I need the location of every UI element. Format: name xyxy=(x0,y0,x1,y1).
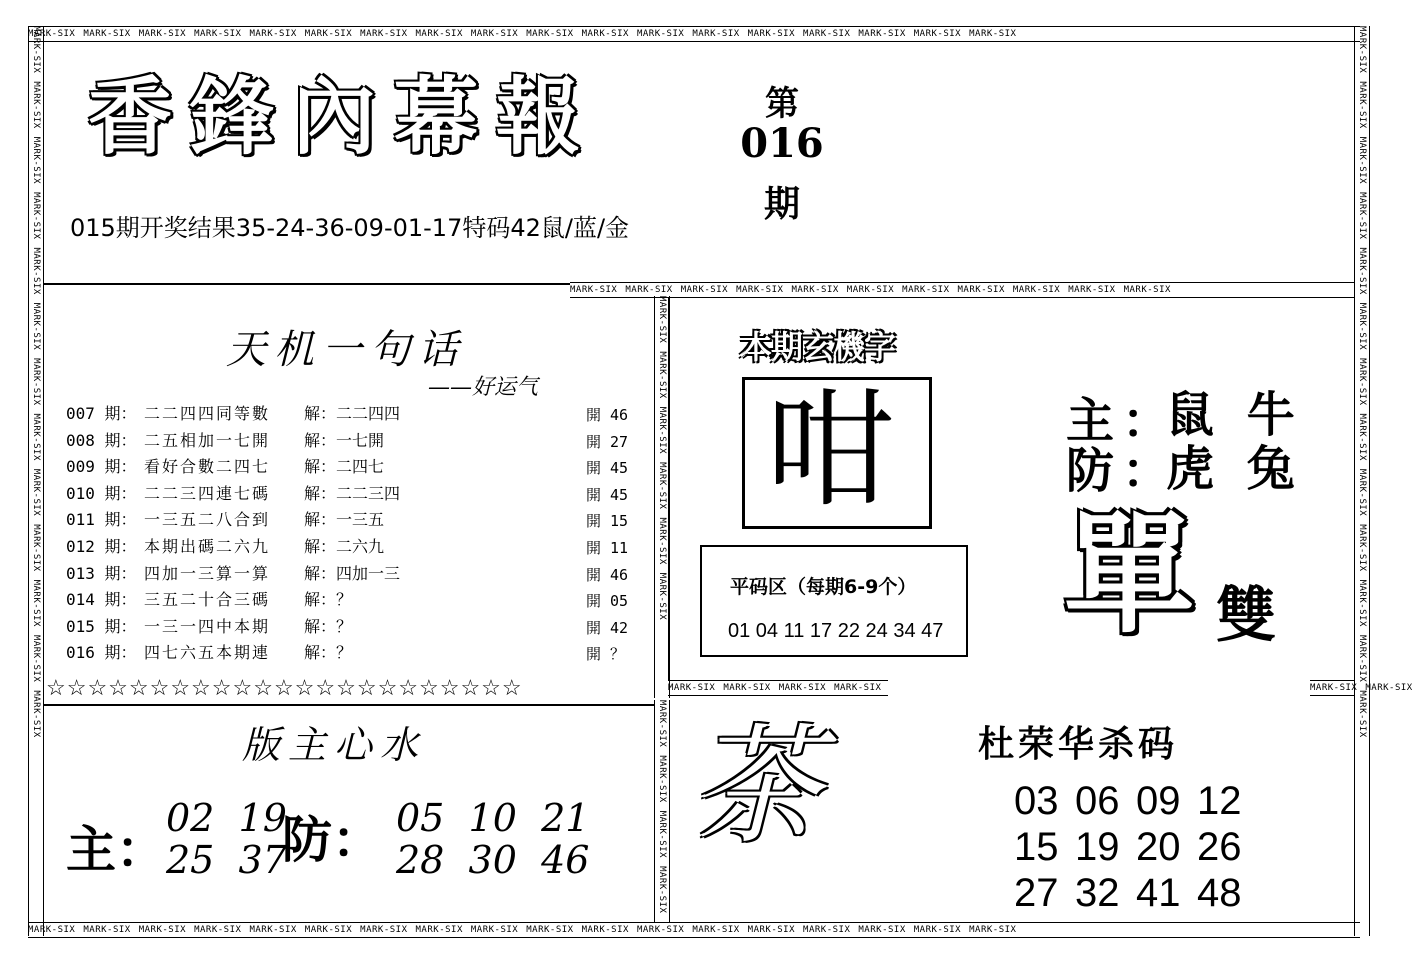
previous-draw-result: 015期开奖结果35-24-36-09-01-17特码42鼠/蓝/金 xyxy=(70,214,630,242)
riddle-text: 一三五二八合到 xyxy=(144,510,271,530)
issue-number: 016 xyxy=(740,120,824,167)
riddle-text: 看好合數二四七 xyxy=(144,457,271,477)
editor-guard-numbers-row2 xyxy=(396,838,589,882)
riddle-answer: 解：二四七 xyxy=(304,457,385,477)
mystery-title: 本期玄機字 xyxy=(740,328,896,366)
riddle-text: 二二三四連七碼 xyxy=(144,483,271,503)
issue-suffix: 期 xyxy=(763,183,800,225)
kill-number: 06 xyxy=(1075,779,1120,823)
editor-guard-numbers-row1 xyxy=(396,796,589,840)
riddle-text: 二五相加一七開 xyxy=(144,430,271,450)
riddle-period: 015 期： xyxy=(66,616,137,636)
riddle-text: 本期出碼二六九 xyxy=(144,537,271,556)
riddle-open-number: 開 42 xyxy=(586,618,629,637)
riddle-period: 007 期： xyxy=(66,404,137,423)
watermark-divider-middle: MARK-SIX MARK-SIX MARK-SIX MARK-SIX MARK-SIX MARK-SIX MARK-SIX MARK-SIX MARK-SIX MARK-SIX MARK-SIX xyxy=(570,282,1354,298)
riddle-answer: 解：？ xyxy=(304,616,353,636)
riddle-open-number: 開 46 xyxy=(586,406,629,424)
editor-main-number: 25 xyxy=(166,838,215,882)
zodiac-main-label: 主： xyxy=(1066,393,1179,449)
riddle-answer: 解：二二三四 xyxy=(304,483,401,503)
riddle-answer: 解：二二四四 xyxy=(304,404,401,423)
riddle-period: 014 期： xyxy=(66,590,137,610)
riddle-open-number: 開 11 xyxy=(586,539,629,557)
riddle-text: 二二四四同等數 xyxy=(144,404,271,423)
kill-code-title: 杜荣华杀码 xyxy=(978,723,1179,765)
watermark-divider-vertical-upper: MARK-SIXMARK-SIXMARK-SIXMARK-SIXMARK-SIXMARK-SIX xyxy=(654,296,670,698)
mystery-character: 咁 xyxy=(766,376,895,525)
riddle-period: 012 期： xyxy=(66,537,137,556)
editor-main-number: 19 xyxy=(238,796,287,840)
kill-number: 12 xyxy=(1197,779,1242,823)
zodiac-guard: 虎 兔 xyxy=(1166,441,1303,497)
odd-marker: 單 xyxy=(1064,498,1195,651)
riddle-open-number: 開 15 xyxy=(586,512,629,531)
kill-number: 19 xyxy=(1075,825,1120,869)
riddle-row xyxy=(66,615,352,639)
riddle-row xyxy=(66,562,400,586)
riddle-period: 009 期： xyxy=(66,457,137,477)
kill-brush-character: 茶 xyxy=(690,710,821,862)
riddle-answer: 解：一三五 xyxy=(304,510,385,530)
kill-number: 32 xyxy=(1075,871,1120,915)
riddle-open-number: 開 45 xyxy=(586,459,629,478)
kill-number: 26 xyxy=(1197,825,1242,869)
riddle-open-number: 開 05 xyxy=(586,592,629,611)
editor-guard-label: 防： xyxy=(282,810,382,869)
kill-number: 20 xyxy=(1136,825,1181,869)
riddle-text: 一三一四中本期 xyxy=(144,616,271,636)
watermark-border-bottom: MARK-SIX MARK-SIX MARK-SIX MARK-SIX MARK-SIX MARK-SIX MARK-SIX MARK-SIX MARK-SIX MARK-SIX MARK-SIX MARK-SIX MARK-SIX MARK-SIX MARK-SIX MARK-SIX MARK-SIX MARK-SIX xyxy=(28,922,1360,938)
editor-guard-number: 21 xyxy=(541,796,590,840)
flat-zone-title: 平码区（每期6-9个） xyxy=(730,576,917,598)
riddle-title: 天机一句话 xyxy=(226,327,466,373)
editor-guard-number: 05 xyxy=(396,796,445,840)
riddle-period: 013 期： xyxy=(66,563,137,583)
watermark-divider-lower-right: MARK-SIX MARK-SIX MARK-SIX MARK-SIX xyxy=(668,680,888,696)
riddle-row xyxy=(66,402,400,426)
riddle-row xyxy=(66,508,384,532)
kill-number: 09 xyxy=(1136,779,1181,823)
editor-main-numbers-row2 xyxy=(166,838,287,882)
riddle-row xyxy=(66,588,352,612)
riddle-subtitle: ——好运气 xyxy=(428,375,539,400)
kill-number: 27 xyxy=(1014,871,1059,915)
riddle-row xyxy=(66,429,384,453)
issue-prefix: 第 xyxy=(765,84,799,124)
zodiac-main: 鼠 牛 xyxy=(1166,387,1303,443)
riddle-period: 011 期： xyxy=(66,510,137,530)
riddle-text: 四七六五本期連 xyxy=(144,643,271,663)
riddle-answer: 解：一七開 xyxy=(304,430,385,450)
page-title: 香鋒內幕報 xyxy=(88,67,599,166)
flat-zone-numbers: 01 04 11 17 22 24 34 47 xyxy=(728,620,944,642)
kill-number: 03 xyxy=(1014,779,1059,823)
watermark-divider-lower-right-end: MARK-SIX MARK-SIX xyxy=(1310,680,1354,696)
star-divider: ☆☆☆☆☆☆☆☆☆☆☆☆☆☆☆☆☆☆☆☆☆☆☆ xyxy=(46,676,523,701)
riddle-answer: 解：二六九 xyxy=(304,537,385,556)
editor-main-numbers-row1 xyxy=(166,796,287,840)
editor-guard-number: 30 xyxy=(468,838,517,882)
watermark-border-left: MARK-SIXMARK-SIXMARK-SIXMARK-SIXMARK-SIXMARK-SIXMARK-SIXMARK-SIXMARK-SIXMARK-SIXMARK-SIXMARK-SIXMARK-SIX xyxy=(28,26,44,936)
riddle-open-number: 開 ？ xyxy=(586,645,626,664)
watermark-divider-vertical-lower: MARK-SIXMARK-SIXMARK-SIXMARK-SIX xyxy=(654,700,670,922)
zodiac-guard-label: 防： xyxy=(1066,443,1179,499)
kill-number: 48 xyxy=(1197,871,1242,915)
riddle-answer: 解：？ xyxy=(304,590,353,610)
editor-guard-number: 28 xyxy=(396,838,445,882)
kill-code-numbers xyxy=(1014,778,1274,916)
riddle-open-number: 開 45 xyxy=(586,485,629,504)
watermark-border-right: MARK-SIXMARK-SIXMARK-SIXMARK-SIXMARK-SIXMARK-SIXMARK-SIXMARK-SIXMARK-SIXMARK-SIXMARK-SIXMARK-SIXMARK-SIX xyxy=(1354,26,1370,936)
riddle-period: 016 期： xyxy=(66,643,137,663)
kill-number: 41 xyxy=(1136,871,1181,915)
riddle-text: 三五二十合三碼 xyxy=(144,590,271,610)
riddle-period: 008 期： xyxy=(66,430,137,450)
riddle-row xyxy=(66,455,384,479)
editor-guard-number: 10 xyxy=(468,796,517,840)
riddle-open-number: 開 27 xyxy=(586,432,629,451)
riddle-text: 四加一三算一算 xyxy=(144,563,271,583)
editor-main-label: 主： xyxy=(66,820,166,879)
kill-number: 15 xyxy=(1014,825,1059,869)
editor-title: 版主心水 xyxy=(242,723,427,767)
riddle-row xyxy=(66,641,352,665)
riddle-row xyxy=(66,482,400,506)
watermark-border-top: MARK-SIX MARK-SIX MARK-SIX MARK-SIX MARK-SIX MARK-SIX MARK-SIX MARK-SIX MARK-SIX MARK-SIX MARK-SIX MARK-SIX MARK-SIX MARK-SIX MARK-SIX MARK-SIX MARK-SIX MARK-SIX xyxy=(28,26,1360,42)
riddle-row xyxy=(66,535,384,559)
riddle-open-number: 開 46 xyxy=(586,565,629,584)
even-marker: 雙 xyxy=(1216,581,1276,651)
editor-main-number: 02 xyxy=(166,796,215,840)
riddle-answer: 解：？ xyxy=(304,643,353,663)
editor-main-number: 37 xyxy=(238,838,287,882)
riddle-period: 010 期： xyxy=(66,483,137,503)
editor-guard-number: 46 xyxy=(541,838,590,882)
riddle-answer: 解：四加一三 xyxy=(304,563,401,583)
